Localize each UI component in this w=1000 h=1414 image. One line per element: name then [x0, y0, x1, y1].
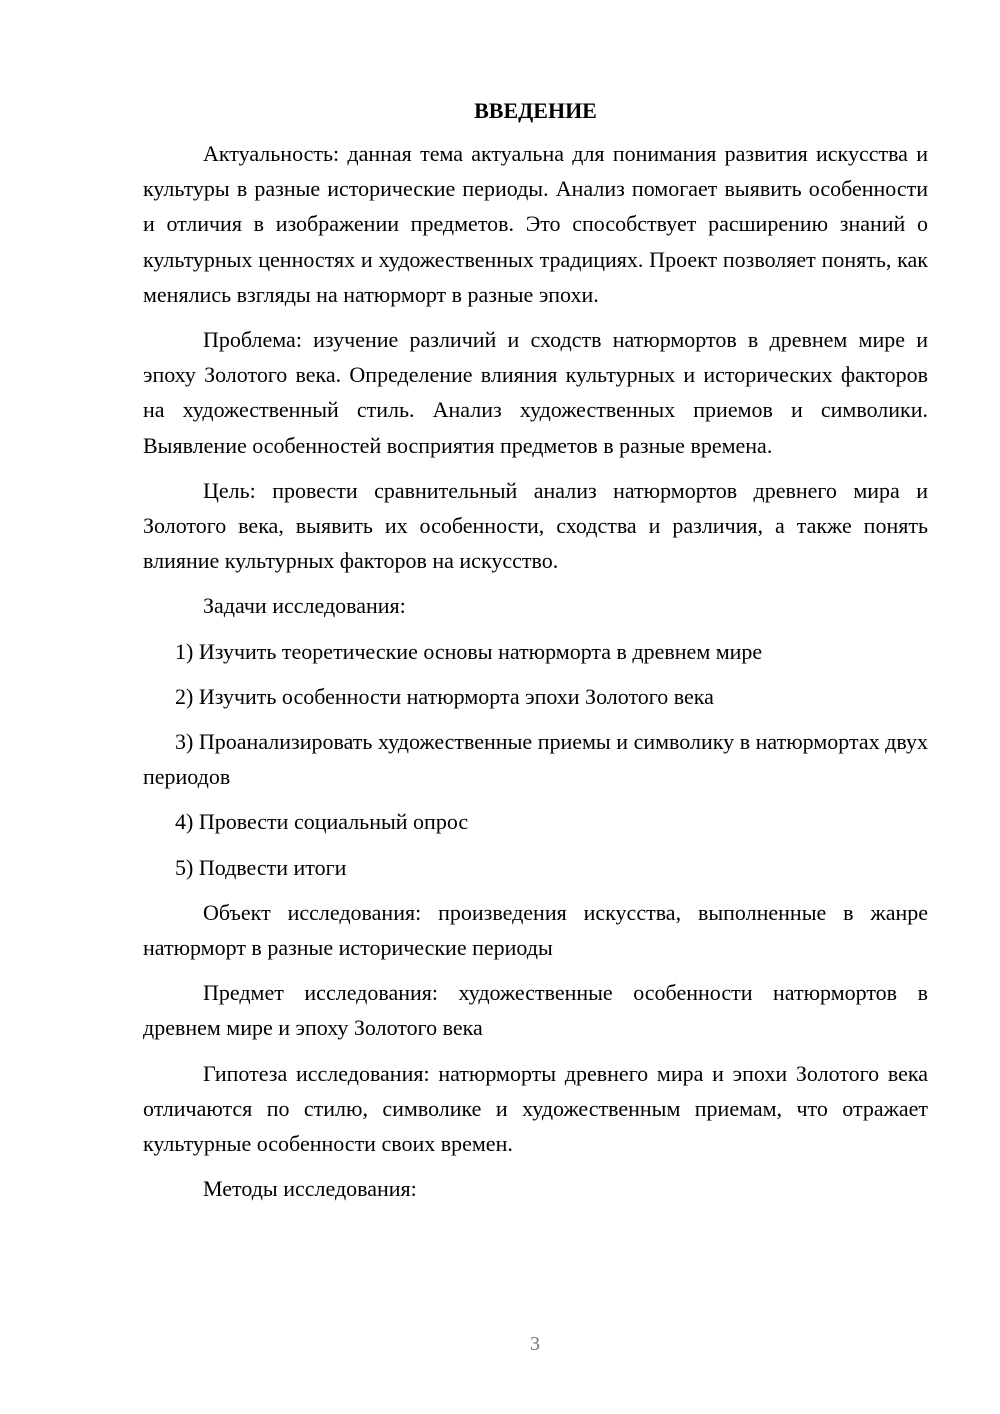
page-content: [143, 96, 928, 1216]
object-paragraph: Объект исследования: произведения искусства, выполненные в жанре натюрморт в разные исторические периоды: [143, 899, 928, 961]
section-heading: ВВЕДЕНИЕ: [474, 98, 597, 123]
tasks-title: Задачи исследования:: [203, 593, 406, 619]
relevance-paragraph: Актуальность: данная тема актуальна для понимания развития искусства и культуры в разные исторические периоды. Анализ помогает выявить особенности и отличия в изображении предметов. Это способствует расширению знаний о культурных ценностях и художественных традициях. Проект позволяет понять, как менялись взгляды на натюрморт в разные эпохи.: [143, 141, 928, 307]
subject-paragraph: Предмет исследования: художественные особенности натюрмортов в древнем мире и эпоху Золотого века: [143, 980, 928, 1041]
page-number: 3: [530, 1333, 540, 1355]
goal-paragraph: Цель: провести сравнительный анализ натюрмортов древнего мира и Золотого века, выявить их особенности, сходства и различия, а также понять влияние культурных факторов на искусство.: [143, 477, 928, 574]
hypothesis-paragraph: Гипотеза исследования: натюрморты древнего мира и эпохи Золотого века отличаются по стилю, символике и художественным приемам, что отражает культурные особенности своих времен.: [143, 1060, 928, 1157]
problem-paragraph: Проблема: изучение различий и сходств натюрмортов в древнем мире и эпоху Золотого века. Определение влияния культурных и исторических факторов на художественный стиль. Анализ художественных приемов и символики. Выявление особенностей восприятия предметов в разные времена.: [143, 327, 928, 458]
task-item: 3) Проанализировать художественные приемы и символику в натюрмортах двух периодов: [143, 729, 928, 790]
methods-title: Методы исследования:: [203, 1176, 417, 1202]
task-item: 1) Изучить теоретические основы натюрморта в древнем мире: [175, 638, 763, 664]
task-item: 5) Подвести итоги: [175, 854, 347, 880]
task-item: 4) Провести социальный опрос: [175, 809, 469, 835]
task-item: 2) Изучить особенности натюрморта эпохи Золотого века: [175, 683, 714, 709]
